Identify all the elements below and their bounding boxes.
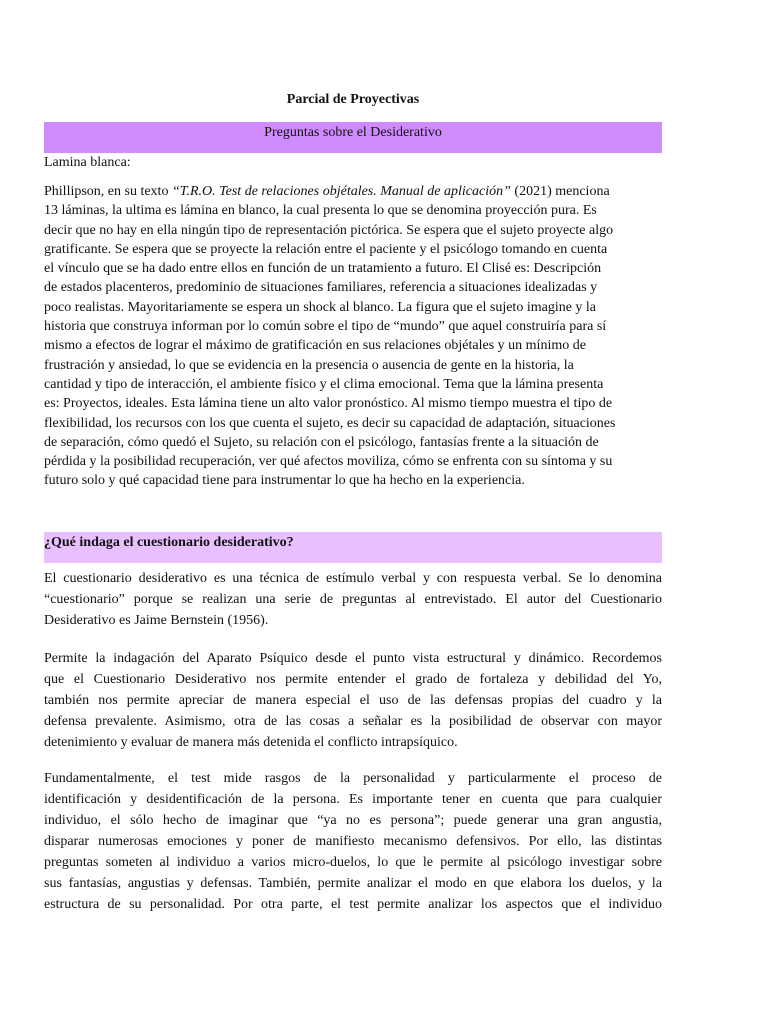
lamina-line: el vínculo que se ha dado entre ellos en función de un tratamiento a futuro. El Clisé es: Descripción [44, 261, 602, 277]
paragraph-line: preguntas someten al individuo a varios micro-duelos, lo que le permite al psicólogo investigar sobre [44, 855, 662, 870]
lamina-line: de separación, cómo quedó el Sujeto, su relación con el psicólogo, fantasías frente a la situación de [44, 434, 599, 450]
lamina-line: historia que construya informan por lo común sobre el tipo de “mundo” que aquel construiría para sí [44, 319, 607, 335]
lamina-line: 13 láminas, la ultima es lámina en blanco, la cual presenta lo que se denomina proyección pura. Es [44, 203, 597, 219]
lamina-line: cantidad y tipo de interacción, el ambiente físico y el clima emocional. Tema que la lámina presenta [44, 376, 604, 392]
question-heading: ¿Qué indaga el cuestionario desiderativo? [44, 532, 662, 563]
paragraph-line: Desiderativo es Jaime Bernstein (1956). [44, 613, 269, 628]
lamina-line: poco realistas. Mayoritariamente se espera un shock al blanco. La figura que el sujeto imagine y la [44, 299, 597, 315]
paragraph-line: “cuestionario” porque se realizan una serie de preguntas al entrevistado. El autor del Cuestionario [44, 592, 662, 607]
paragraph-line: defensa prevalente. Asimismo, otra de las cosas a señalar es la posibilidad de observar con mayor [44, 714, 662, 729]
paragraph-line: El cuestionario desiderativo es una técnica de estímulo verbal y con respuesta verbal. Se lo denomina [44, 571, 662, 586]
paragraph-line: individuo, el sólo hecho de imaginar que “ya no es persona”; puede generar una gran angustia, [44, 813, 662, 828]
lamina-line: frustración y ansiedad, lo que se evidencia en la presencia o ausencia de gente en la historia, la [44, 357, 574, 373]
lamina-line: es: Proyectos, ideales. Esta lámina tiene un alto valor pronóstico. Al mismo tiempo muestra el tipo de [44, 396, 613, 412]
paragraph-line: detenimiento y evaluar de manera más detenida el conflicto intrapsíquico. [44, 735, 458, 750]
lamina-line: de estados placenteros, predominio de situaciones familiares, referencia a situaciones idealizadas y [44, 280, 598, 296]
paragraph-line: también nos permite apreciar de manera especial el uso de las defensas propias del cuadro y la [44, 693, 662, 708]
question-paragraph-2 [44, 648, 662, 753]
paragraph-line: disparar numerosas emociones y poner de manifiesto mecanismo defensivos. Por ello, las distintas [44, 834, 662, 849]
lamina-author: Phillipson, en su texto [44, 184, 172, 199]
lamina-year: (2021) menciona [510, 184, 610, 199]
paragraph-line: Fundamentalmente, el test mide rasgos de la personalidad y particularmente el proceso de [44, 771, 662, 786]
section-band-desiderativo: Preguntas sobre el Desiderativo [44, 122, 662, 153]
question-paragraph-1 [44, 568, 662, 631]
question-paragraph-3 [44, 768, 662, 920]
paragraph-line: estructura de su personalidad. Por otra parte, el test permite analizar los aspectos que el individuo [44, 897, 662, 912]
lamina-line: gratificante. Se espera que se proyecte la relación entre el paciente y el psicólogo tomando en cuenta [44, 241, 608, 257]
lamina-line: decir que no hay en ella ningún tipo de representación pictórica. Se espera que el sujeto proyecte algo [44, 222, 614, 238]
paragraph-line: identificación y desidentificación de la persona. Es importante tener en cuenta que para cualquier [44, 792, 662, 807]
paragraph-line: sus fantasías, angustias y defensas. También, permite analizar el modo en que elabora los duelos, y la [44, 876, 662, 891]
lamina-line: pérdida y la posibilidad recuperación, ver qué afectos moviliza, cómo se enfrenta con su síntoma y su [44, 454, 613, 470]
paragraph-line: Permite la indagación del Aparato Psíquico desde el punto vista estructural y dinámico. Recordemos [44, 651, 662, 666]
lamina-book-title: “T.R.O. Test de relaciones objétales. Manual de aplicación” [171, 184, 511, 199]
lamina-first-line [44, 182, 662, 201]
lamina-heading: Lamina blanca: [44, 155, 131, 170]
lamina-paragraph [44, 182, 662, 491]
document-title: Parcial de Proyectivas [286, 92, 420, 107]
lamina-line: mismo a efectos de lograr el máximo de gratificación en sus relaciones objétales y un mínimo de [44, 338, 586, 354]
lamina-line: flexibilidad, los recursos con los que cuenta el sujeto, es decir su capacidad de adaptación, situaciones [44, 415, 616, 431]
lamina-line: futuro solo y qué capacidad tiene para instrumentar lo que ha hecho en la experiencia. [44, 473, 525, 489]
paragraph-line: que el Cuestionario Desiderativo nos permite entender el grado de fortaleza y debilidad del Yo, [44, 672, 662, 687]
